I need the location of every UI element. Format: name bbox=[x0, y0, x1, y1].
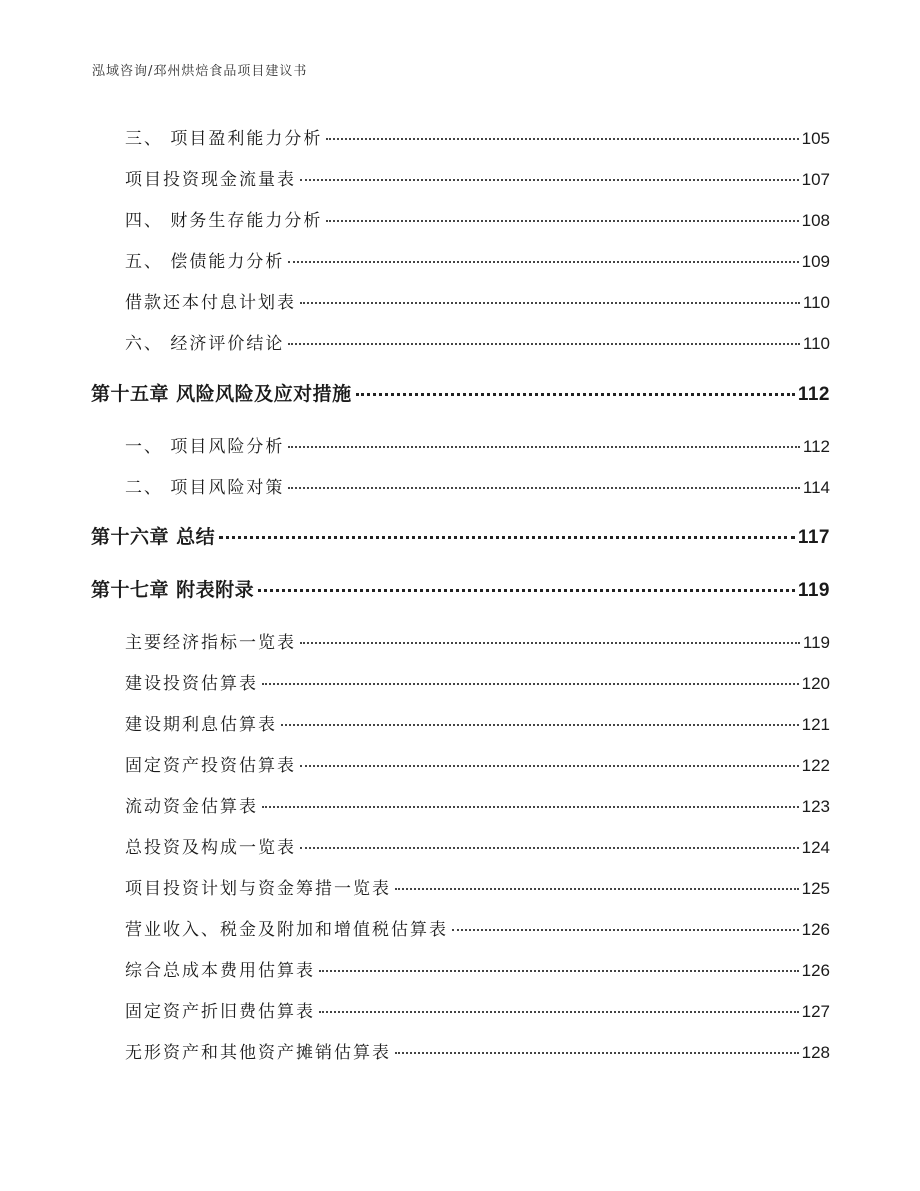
toc-chapter[interactable] bbox=[91, 522, 830, 549]
toc-chapter-page: 112 bbox=[797, 384, 830, 405]
dot-leader bbox=[452, 929, 799, 931]
dot-leader bbox=[300, 302, 800, 304]
toc-entry-title: 无形资产和其他资产摊销估算表 bbox=[125, 1043, 391, 1063]
dot-leader bbox=[319, 1011, 799, 1013]
toc-entry-page: 125 bbox=[801, 879, 830, 898]
dot-leader bbox=[300, 847, 799, 849]
toc-entry[interactable] bbox=[125, 710, 830, 735]
toc-entry-page: 110 bbox=[802, 293, 830, 312]
toc-entry[interactable] bbox=[125, 1038, 830, 1063]
toc-entry-title: 综合总成本费用估算表 bbox=[125, 961, 315, 981]
toc-entry[interactable] bbox=[125, 473, 830, 498]
dot-leader bbox=[300, 179, 799, 181]
toc-entry-title: 固定资产投资估算表 bbox=[125, 756, 296, 776]
toc-entry[interactable] bbox=[125, 874, 830, 899]
dot-leader bbox=[281, 724, 799, 726]
dot-leader bbox=[258, 589, 795, 592]
toc-entry-title: 五、 偿债能力分析 bbox=[125, 252, 285, 272]
dot-leader bbox=[288, 261, 798, 263]
toc-entry[interactable] bbox=[125, 833, 830, 858]
toc-entry-page: 110 bbox=[802, 334, 830, 353]
toc-entry[interactable] bbox=[125, 288, 830, 313]
toc-entry-page: 108 bbox=[801, 211, 830, 230]
toc-entry[interactable] bbox=[125, 206, 830, 231]
toc-entry-title: 建设投资估算表 bbox=[125, 674, 258, 694]
toc-entry-page: 112 bbox=[802, 437, 830, 456]
toc-entry-title: 流动资金估算表 bbox=[125, 797, 258, 817]
toc-entry-title: 固定资产折旧费估算表 bbox=[125, 1002, 315, 1022]
toc-entry-title: 主要经济指标一览表 bbox=[125, 633, 296, 653]
dot-leader bbox=[300, 642, 800, 644]
toc-entry-page: 119 bbox=[802, 633, 830, 652]
toc-entry[interactable] bbox=[125, 669, 830, 694]
toc-chapter-page: 119 bbox=[797, 580, 830, 601]
toc-entry-page: 120 bbox=[801, 674, 830, 693]
dot-leader bbox=[326, 220, 798, 222]
toc-entry-title: 总投资及构成一览表 bbox=[125, 838, 296, 858]
toc-chapter-title: 第十七章 附表附录 bbox=[91, 579, 255, 601]
toc-entry-page: 105 bbox=[801, 129, 830, 148]
page-header: 泓域咨询/邳州烘焙食品项目建议书 bbox=[92, 64, 308, 79]
toc-entry[interactable] bbox=[125, 124, 830, 149]
dot-leader bbox=[262, 683, 799, 685]
toc-entry-page: 107 bbox=[801, 170, 830, 189]
toc-entry-page: 126 bbox=[801, 920, 830, 939]
dot-leader bbox=[288, 487, 799, 489]
toc-entry-page: 127 bbox=[801, 1002, 830, 1021]
toc-entry[interactable] bbox=[125, 997, 830, 1022]
toc-entry-title: 二、 项目风险对策 bbox=[125, 478, 285, 498]
toc-entry-page: 124 bbox=[801, 838, 830, 857]
toc-entry-title: 一、 项目风险分析 bbox=[125, 437, 285, 457]
toc-entry[interactable] bbox=[125, 792, 830, 817]
dot-leader bbox=[356, 393, 795, 396]
toc-entry[interactable] bbox=[125, 329, 830, 354]
toc-chapter[interactable] bbox=[91, 575, 830, 602]
toc-entry[interactable] bbox=[125, 956, 830, 981]
toc-entry-page: 114 bbox=[802, 478, 830, 497]
toc-chapter[interactable] bbox=[91, 379, 830, 406]
toc-entry-title: 四、 财务生存能力分析 bbox=[125, 211, 323, 231]
toc-entry-title: 营业收入、税金及附加和增值税估算表 bbox=[125, 920, 448, 940]
dot-leader bbox=[319, 970, 799, 972]
toc-entry-page: 123 bbox=[801, 797, 830, 816]
dot-leader bbox=[288, 446, 799, 448]
toc-entry-title: 项目投资现金流量表 bbox=[125, 170, 296, 190]
toc-entry-title: 建设期利息估算表 bbox=[125, 715, 277, 735]
toc-entry-page: 122 bbox=[801, 756, 830, 775]
toc-chapter-title: 第十六章 总结 bbox=[91, 526, 216, 548]
toc-entry-title: 六、 经济评价结论 bbox=[125, 334, 285, 354]
toc-entry[interactable] bbox=[125, 915, 830, 940]
toc-entry[interactable] bbox=[125, 247, 830, 272]
toc-entry-page: 121 bbox=[801, 715, 830, 734]
dot-leader bbox=[288, 343, 799, 345]
toc-entry-page: 126 bbox=[801, 961, 830, 980]
dot-leader bbox=[300, 765, 799, 767]
toc-entry[interactable] bbox=[125, 751, 830, 776]
dot-leader bbox=[262, 806, 799, 808]
toc-entry-title: 借款还本付息计划表 bbox=[125, 293, 296, 313]
toc-entry-page: 109 bbox=[801, 252, 830, 271]
toc-entry-page: 128 bbox=[801, 1043, 830, 1062]
toc-chapter-page: 117 bbox=[797, 527, 830, 548]
dot-leader bbox=[395, 888, 799, 890]
toc-entry[interactable] bbox=[125, 165, 830, 190]
toc-entry-title: 项目投资计划与资金筹措一览表 bbox=[125, 879, 391, 899]
toc-entry-title: 三、 项目盈利能力分析 bbox=[125, 129, 323, 149]
dot-leader bbox=[395, 1052, 799, 1054]
dot-leader bbox=[326, 138, 798, 140]
toc-chapter-title: 第十五章 风险风险及应对措施 bbox=[91, 383, 352, 405]
dot-leader bbox=[219, 536, 795, 539]
toc-entry[interactable] bbox=[125, 628, 830, 653]
toc-entry[interactable] bbox=[125, 432, 830, 457]
